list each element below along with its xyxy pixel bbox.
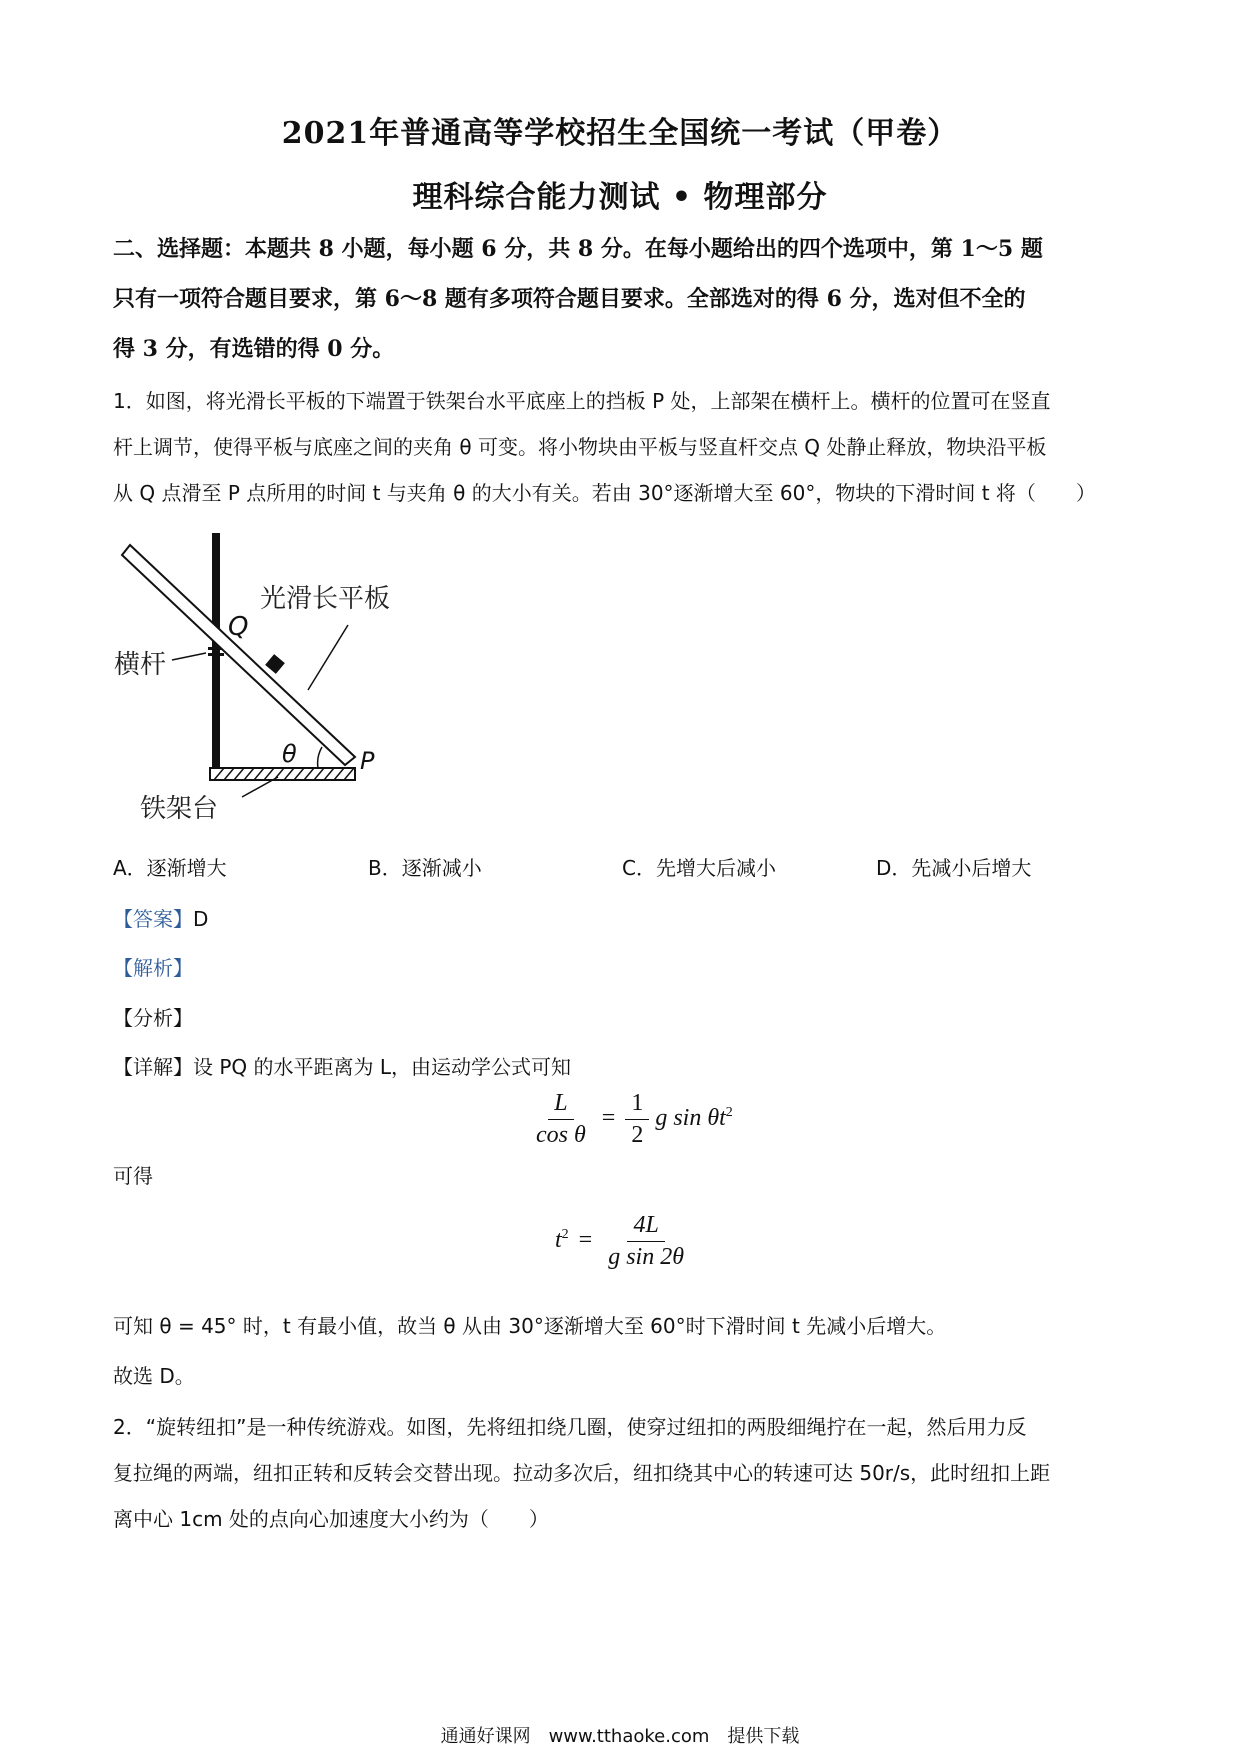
detail-text: 设 PQ 的水平距离为 L，由运动学公式可知 [193, 1055, 572, 1079]
eq2-num: 4L [627, 1212, 664, 1242]
label-crossbar: 横杆 [114, 650, 167, 680]
kede-text: 可得 [113, 1164, 153, 1188]
section-instructions-line-1: 二、选择题：本题共 8 小题，每小题 6 分，共 8 分。在每小题给出的四个选项中，第 1～5 题 [113, 236, 1043, 262]
conclusion-text: 可知 θ = 45° 时，t 有最小值，故当 θ 从由 30°逐渐增大至 60°时下滑时间 t 先减小后增大。 [113, 1314, 947, 1338]
exam-title: 2021年普通高等学校招生全国统一考试（甲卷） [281, 116, 959, 151]
q1-stem-line-3: 从 Q 点滑至 P 点所用的时间 t 与夹角 θ 的大小有关。若由 30°逐渐增大至 60°，物块的下滑时间 t 将（ ） [113, 481, 1096, 505]
label-board: 光滑长平板 [260, 584, 391, 614]
equation-1 [530, 1090, 733, 1149]
q1-option-a: A．逐渐增大 [113, 856, 227, 880]
crossbar-mark-bottom [208, 653, 224, 656]
eq2-sup: 2 [561, 1227, 569, 1243]
analysis-tag: 【解析】 [113, 956, 193, 980]
board-leader-line [308, 625, 348, 690]
q1-option-d: D．先减小后增大 [876, 856, 1032, 880]
eq1-num: L [548, 1090, 573, 1120]
eq1-half-den: 2 [631, 1122, 644, 1148]
q1-option-c: C．先增大后减小 [622, 856, 776, 880]
q1-stem-line-1: 1．如图，将光滑长平板的下端置于铁架台水平底座上的挡板 P 处，上部架在横杆上。横杆的位置可在竖直 [113, 389, 1051, 413]
detail-tag: 【详解】 [113, 1055, 193, 1079]
label-theta: θ [282, 740, 297, 768]
label-Q: Q [228, 612, 249, 642]
eq1-half-num: 1 [625, 1090, 649, 1120]
eq1-fraction [530, 1090, 592, 1149]
eq1-den: cos θ [536, 1122, 586, 1148]
q1-figure [100, 525, 430, 825]
answer-tag: 【答案】 [113, 907, 193, 931]
detail-line [113, 1051, 571, 1080]
section-instructions-line-2: 只有一项符合题目要求，第 6～8 题有多项符合题目要求。全部选对的得 6 分，选对但不全的 [113, 286, 1026, 312]
answer-value: D [193, 907, 209, 931]
eq2-equals: = [578, 1227, 593, 1254]
q1-option-b: B．逐渐减小 [368, 856, 482, 880]
eq1-half [625, 1090, 649, 1149]
q1-stem-line-2: 杆上调节，使得平板与底座之间的夹角 θ 可变。将小物块由平板与竖直杆交点 Q 处静止释放，物块沿平板 [113, 435, 1047, 459]
bar-leader-line [172, 653, 206, 660]
eq2-lhs: t [555, 1227, 562, 1254]
footer-credit: 通通好课网 www.tthaoke.com 提供下载 [440, 1726, 800, 1747]
section-instructions-line-3: 得 3 分，有选错的得 0 分。 [113, 336, 395, 362]
eq1-equals: = [601, 1105, 616, 1132]
exam-subtitle: 理科综合能力测试 • 物理部分 [412, 180, 828, 215]
label-P: P [360, 747, 375, 775]
eq2-fraction [602, 1212, 690, 1271]
label-stand: 铁架台 [140, 794, 219, 824]
q2-stem-line-3: 离中心 1cm 处的点向心加速度大小约为（ ） [113, 1507, 549, 1531]
angle-arc [318, 747, 322, 768]
eq1-sup: 2 [725, 1105, 733, 1121]
eq2-den: g sin 2θ [608, 1244, 685, 1270]
q2-stem-line-2: 复拉绳的两端，纽扣正转和反转会交替出现。拉动多次后，纽扣绕其中心的转速可达 50r/s，此时纽扣上距 [113, 1461, 1051, 1485]
equation-2 [555, 1212, 690, 1271]
q2-stem-line-1: 2．“旋转纽扣”是一种传统游戏。如图，先将纽扣绕几圈，使穿过纽扣的两股细绳拧在一起，然后用力反 [113, 1415, 1027, 1439]
choose-text: 故选 D。 [113, 1364, 195, 1388]
fenxi-tag: 【分析】 [113, 1006, 193, 1030]
block [265, 654, 285, 674]
eq1-rhs: g sin θt [655, 1105, 726, 1132]
q1-answer [113, 903, 208, 932]
